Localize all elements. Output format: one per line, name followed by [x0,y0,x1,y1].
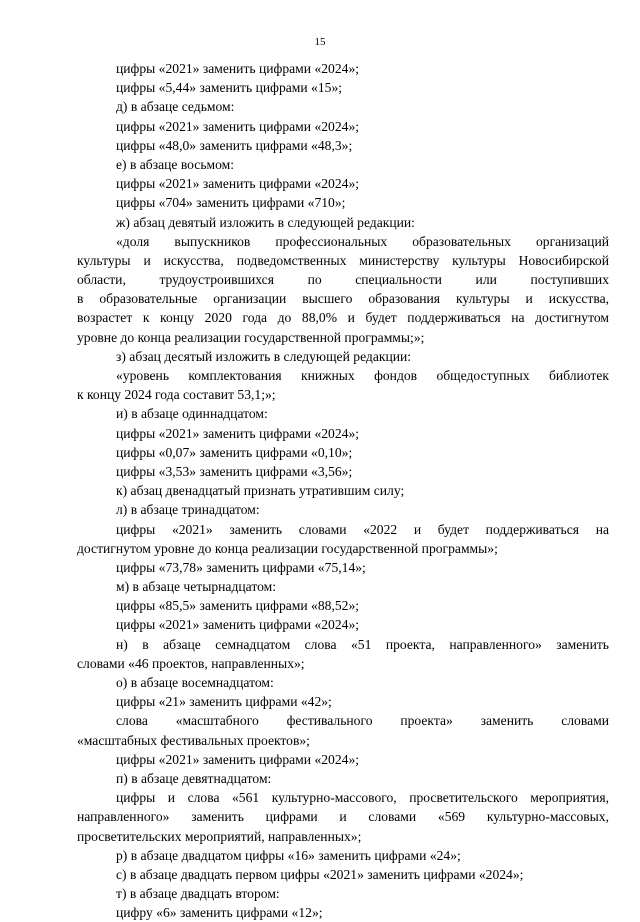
text-line: цифры и слова «561 культурно-массового, просветительского мероприятия, [116,790,609,806]
text-line: направленного» заменить цифрами и словами «569 культурно-массовых, [77,809,609,825]
text-line: цифры «2021» заменить цифрами «2024»; [116,617,360,633]
text-line: «масштабных фестивальных проектов»; [77,732,310,748]
text-line: просветительских мероприятий, направленных»; [77,828,362,844]
text-line: н) в абзаце семнадцатом слова «51 проекта, направленного» заменить [116,636,609,652]
text-line: цифры «2021» заменить цифрами «2024»; [116,425,360,441]
text-line: уровне до конца реализации государственной программы;»; [77,329,425,345]
text-line: м) в абзаце четырнадцатом: [116,579,277,595]
text-line: цифры «2021» заменить цифрами «2024»; [116,61,360,76]
text-line: д) в абзаце седьмом: [116,99,235,115]
text-line: цифру «6» заменить цифрами «12»; [116,905,323,921]
text-line: цифры «0,07» заменить цифрами «0,10»; [116,444,353,460]
text-line: цифры «3,53» заменить цифрами «3,56»; [116,463,353,479]
text-line: цифры «2021» заменить цифрами «2024»; [116,176,360,192]
text-line: цифры «21» заменить цифрами «42»; [116,694,332,710]
text-line: слова «масштабного фестивального проекта» заменить словами [116,713,609,729]
text-line: л) в абзаце тринадцатом: [116,502,260,518]
text-line: т) в абзаце двадцать втором: [116,886,280,902]
page-number: 15 [314,36,326,48]
text-line: цифры «73,78» заменить цифрами «75,14»; [116,559,366,575]
text-line: с) в абзаце двадцать первом цифры «2021» заменить цифрами «2024»; [116,866,524,882]
text-line: з) абзац десятый изложить в следующей редакции: [116,348,412,364]
document-body [77,59,609,922]
text-line: п) в абзаце девятнадцатом: [116,770,272,786]
text-line: цифры «704» заменить цифрами «710»; [116,195,346,211]
text-line: словами «46 проектов, направленных»; [77,655,305,671]
text-line: области, трудоустроившихся по специальности или поступивших [77,272,609,288]
text-line: цифры «2021» заменить цифрами «2024»; [116,751,360,767]
text-line: р) в абзаце двадцатом цифры «16» заменить цифрами «24»; [116,847,461,863]
text-line: и) в абзаце одиннадцатом: [116,406,268,422]
text-line: к) абзац двенадцатый признать утратившим силу; [116,483,405,499]
text-line: е) в абзаце восьмом: [116,156,235,172]
text-line: достигнутом уровне до конца реализации государственной программы»; [77,540,498,556]
text-line: возрастет к концу 2020 года до 88,0% и будет поддерживаться на достигнутом [77,310,609,326]
text-line: цифры «2021» заменить словами «2022 и будет поддерживаться на [116,521,609,537]
text-line: культуры и искусства, подведомственных министерству культуры Новосибирской [77,252,609,268]
text-line: «уровень комплектования книжных фондов общедоступных библиотек [116,368,609,383]
text-line: цифры «5,44» заменить цифрами «15»; [116,80,343,96]
text-line: цифры «2021» заменить цифрами «2024»; [116,118,360,134]
text-line: цифры «85,5» заменить цифрами «88,52»; [116,598,360,614]
text-line: о) в абзаце восемнадцатом: [116,675,274,690]
text-line: «доля выпускников профессиональных образовательных организаций [116,233,609,249]
text-line: ж) абзац девятый изложить в следующей редакции: [116,214,415,230]
text-line: в образовательные организации высшего образования культуры и искусства, [77,291,609,307]
text-line: к концу 2024 года составит 53,1;»; [77,387,276,403]
text-line: цифры «48,0» заменить цифрами «48,3»; [116,137,353,153]
